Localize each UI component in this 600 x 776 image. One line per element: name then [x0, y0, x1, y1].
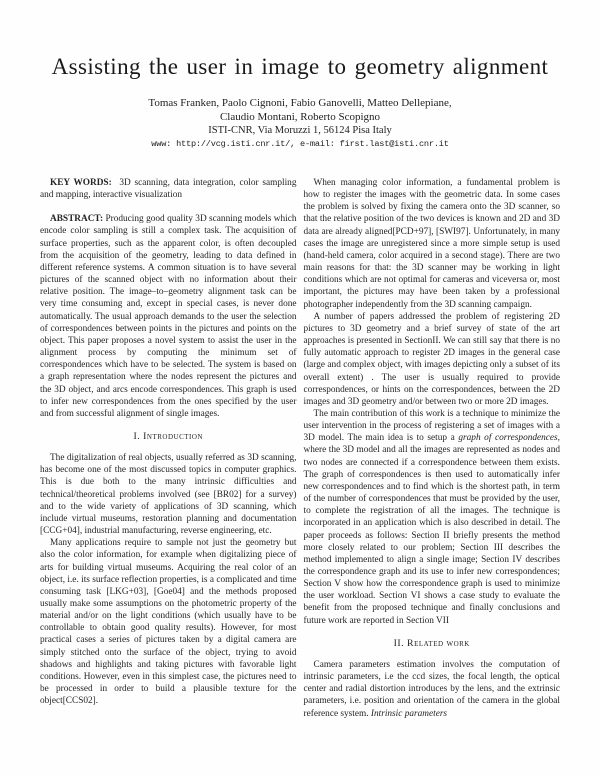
right-column: [304, 177, 561, 720]
keywords-paragraph: [40, 177, 297, 201]
intro-paragraph-1: The digitalization of real objects, usually referred as 3D scanning, has become one of the most discussed topics in computer graphics. This is due both to the many intrinsic difficulties and technical/theoretical problems involved (see [BR02] for a survey) and to the wide variety of applications of 3D scanning, which include virtual museums, restoration planning and documentation [CCG+04], industrial manufacturing, reverse engineering, etc.: [40, 453, 297, 537]
contact-line: www: http://vcg.isti.cnr.it/, e-mail: first.last@isti.cnr.it: [151, 139, 449, 149]
section-heading-related-work: II. Related work: [393, 637, 470, 649]
intrinsic-parameters-term: Intrinsic parameters: [370, 708, 448, 719]
intro-paragraph-2: Many applications require to sample not just the geometry but also the color information, for example when digitalizing piece of arts for building virtual museums. Acquiring the real color of an object, i.e. its surface reflection properties, is a complicated and time consuming task [LKG+03], [Goe04] and the methods proposed usually make some assumptions on the photometric property of the material and/or on the light conditions (which usually have to be controllable to obtain good quality results). However, for most practical cases a series of pictures taken by a digital camera are simply stitched onto the surface of the object, trying to avoid shadows and highlights and taking pictures with favorable light conditions. However, even in this simplest case, the pictures need to be processed in order to build a plausible texture for the object[CCS02].: [40, 538, 297, 707]
paper-title: Assisting the user in image to geometry alignment: [51, 54, 549, 79]
related-work-paragraph: [304, 659, 561, 720]
body-paragraph-prior-papers: A number of papers addressed the problem of registering 2D pictures to 3D geometry and a brief survey of state of the art approaches is presented in SectionII. We can still say that there is no fully automatic approach to register 2D images in the general case (large and complex object, with images depicting only a subset of its overall extent) . The user is usually required to provide correspondences, or hints on the correspondences, between the 2D images and 3D geometry and/or between two or more 2D images.: [303, 311, 560, 407]
section-heading-introduction: I. Introduction: [133, 430, 203, 442]
affiliation-line: ISTI-CNR, Via Moruzzi 1, 56124 Pisa Italy: [208, 125, 392, 136]
graph-of-correspondences-term: graph of correspondences: [458, 433, 558, 444]
abstract-text: Producing good quality 3D scanning models which encode color sampling is still a complex task. The acquisition of surface properties, such as the apparent color, is often decoupled from the acquisition of the geometry, leading to data defined in different reference systems. A common situation is to have several pictures of the scanned object with no information about their relative position. The image–to–geometry alignment task can be very time consuming and, except in special cases, is never done automatically. The usual approach demands to the user the selection of correspondences between points in the pictures and points on the object. This paper proposes a novel system to assist the user in the alignment process by computing the minimum set of correspondences which have to be selected. The system is based on a graph representation where the nodes represent the pictures and the 3D object, and arcs encode correspondences. This graph is used to infer new correspondences from the ones specified by the user and from successful alignment of single images.: [40, 214, 297, 419]
abstract-paragraph: [40, 213, 297, 420]
contribution-text-post: , where the 3D model and all the images are represented as nodes and two nodes are connected if a correspondence between them exists. The graph of correspondences is then used to automatically infer new correspondences and to find which is the shortest path, in term of the number of correspondences that must be provided by the user, to complete the registration of all the images. The technique is incorporated in an application which is also described in detail. The paper proceeds as follows: Section II briefly presents the method more closely related to our problem; Section III describes the method implemented to align a single image; Section IV describes the correspondence graph and its use to infer new correspondences; Section V show how the correspondence graph is used to minimize the user workload. Section VI shows a case study to evaluate the benefit from the proposed technique and finally conclusions and future work are reported in Section VII: [303, 433, 560, 626]
contribution-text-pre: The main contribution of this work is a technique to minimize the user intervention in the process of registering a set of images with a 3D model. The main idea is to setup a: [303, 408, 560, 444]
author-line-2: Claudio Montani, Roberto Scopigno: [219, 110, 381, 123]
two-column-body: [40, 177, 560, 720]
author-line-1: Tomas Franken, Paolo Cignoni, Fabio Ganovelli, Matteo Dellepiane,: [148, 97, 452, 109]
abstract-label: ABSTRACT:: [50, 214, 104, 225]
authors-block: [40, 97, 560, 150]
body-paragraph-contribution: [304, 408, 561, 627]
keywords-label: KEY WORDS:: [50, 178, 112, 188]
left-column: [40, 177, 297, 720]
related-work-text: Camera parameters estimation involves the computation of intrinsic parameters, i.e the ccd sizes, the focal length, the optical center and radial distortion introduces by the lens, and the extrinsic parameters, i.e. position and orientation of the camera in the global reference system.: [303, 659, 560, 719]
keywords-text: 3D scanning, data integration, color sampling and mapping, interactive visualization: [40, 178, 297, 201]
body-paragraph-registration: When managing color information, a fundamental problem is how to register the images with the geometric data. In some cases the problem is solved by fixing the camera onto the 3D scanner, so that the relative position of the two devices is known and 2D and 3D data are already aligned[PCD+97], [SWI97]. Unfortunately, in many cases the image are unregistered since a more simple setup is used (hand-held camera, color acquired in a second stage). There are two main reasons for that: the 3D scanner may be working in light conditions which are not optimal for cameras and viceversa or, most important, the pictures may have been taken by a professional photographer independently from the 3D scanning campaign.: [303, 178, 560, 310]
